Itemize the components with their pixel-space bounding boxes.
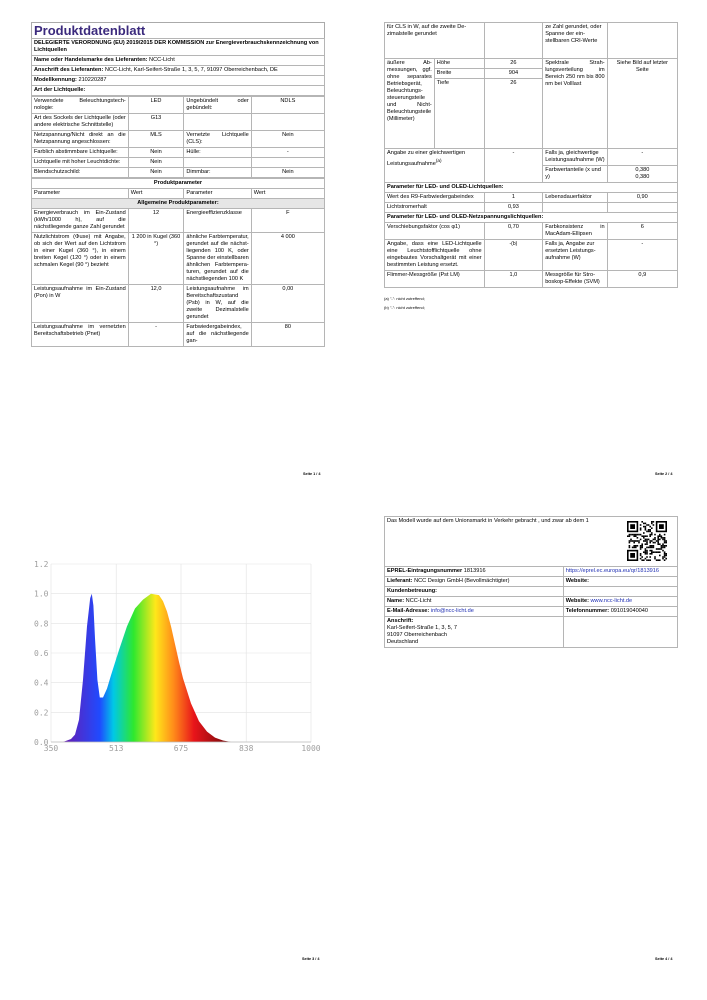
param-value: Nein	[251, 131, 324, 148]
product-params-heading: Produktparameter	[32, 179, 325, 189]
equiv-power-right-label: Falls ja, gleichwertige Leistungsaufnahme (W)	[543, 149, 607, 166]
supplier-name-label: Name oder Handelsmarke des Lieferanten:	[34, 57, 148, 63]
website-label: Website:	[565, 578, 589, 584]
param-row	[32, 285, 325, 323]
flicker-value: 1,0	[484, 271, 543, 288]
r9-value: 1	[484, 193, 543, 203]
col-value: Wert	[251, 189, 324, 199]
param-label: Leistungsaufnahme im Ein-Zustand (Pon) in W	[32, 285, 129, 323]
x-tick-label: 350	[43, 744, 59, 753]
cri-range-label: ze Zahl gerundet, oder Spanne der einstellbaren CRI-Werte	[543, 23, 607, 59]
x-tick-label: 1000	[301, 744, 321, 753]
supplier-label: Lieferant:	[387, 578, 413, 584]
param-value	[251, 114, 324, 131]
param-label: Vernetzte Lichtquelle (CLS):	[184, 131, 251, 148]
svm-label: Messgröße für Stroboskop-Effekte (SVM)	[543, 271, 607, 288]
page-number: Seite 2 / 4	[655, 472, 673, 476]
param-value: G13	[128, 114, 184, 131]
replacement-label: Angabe, dass eine LED-Lichtquelle eine Leuchtstofflichtquelle ohne eingebautes Vorschaltgerät mit einer bestimmten Leistung ersetzt.	[385, 240, 485, 271]
customer-service-label: Kundenbetreuung:	[387, 588, 438, 594]
cls-power-label: für CLS in W, auf die zweite Dezimalstelle gerundet	[385, 23, 485, 59]
supplier-info-table	[384, 516, 678, 648]
address-line: Deutschland	[387, 639, 419, 645]
col-parameter: Parameter	[32, 189, 129, 199]
light-type-table	[31, 96, 325, 178]
footnote-marker: (a)	[435, 158, 442, 163]
datasheet-table-header	[31, 38, 325, 96]
eprel-number: 1813916	[463, 568, 486, 574]
replacement-right-label: Falls ja, Angabe zur ersetzten Leistungsaufnahme (W)	[543, 240, 607, 271]
param-label: Farbwiedergabeindex, auf die nächstliegende gan-	[184, 323, 251, 347]
product-params-table	[31, 178, 325, 347]
spectrum-area	[63, 594, 231, 742]
regulation-text: DELEGIERTE VERORDNUNG (EU) 2019/2015 DER KOMMISSION zur Energieverbrauchskennzeichnung von Lichtquellen	[32, 39, 325, 56]
param-label: Lichtquelle mit hoher Leuchtdichte:	[32, 158, 129, 168]
website2-label: Website:	[565, 598, 589, 604]
market-placement-text: Das Modell wurde auf dem Unionsmarkt in Verkehr gebracht , und zwar ab dem 1	[387, 518, 589, 524]
spectral-label: Spektrale Strahlungsverteilung im Bereich 250 nm bis 800 nm bei Volllast	[543, 59, 607, 149]
replacement-value: -(b)	[484, 240, 543, 271]
y-tick-label: 0.2	[34, 708, 49, 718]
param-value: 1 200 in Kugel (360 °)	[128, 233, 184, 285]
param-value: MLS	[128, 131, 184, 148]
led-params-heading: Parameter für LED- und OLED-Lichtquellen:	[385, 183, 678, 193]
param-value: 4 000	[251, 233, 324, 285]
chroma-value: 0,380 0,380	[607, 166, 677, 183]
email-label: E-Mail-Adresse:	[387, 608, 430, 614]
param-value: -	[128, 323, 184, 347]
param-row	[32, 148, 325, 158]
param-value: 80	[251, 323, 324, 347]
footnote-a: (a) "-": nicht zutreffend;	[384, 296, 425, 301]
model-label: Modellkennung:	[34, 77, 77, 83]
lumen-maint-value: 0,93	[484, 203, 543, 213]
y-tick-label: 0.0	[34, 738, 49, 747]
address-line: 91097 Oberreichenbach	[387, 632, 448, 638]
datasheet-page-2	[384, 22, 678, 312]
param-label: Farblich abstimmbare Lichtquelle:	[32, 148, 129, 158]
supplier: NCC Design GmbH (Bevollmächtigter)	[414, 578, 510, 584]
y-tick-label: 1.0	[34, 589, 49, 599]
param-row	[32, 233, 325, 285]
general-params-heading: Allgemeine Produktparameter:	[32, 199, 325, 209]
param-row	[32, 209, 325, 233]
dim-name: Tiefe	[434, 79, 484, 149]
r9-label: Wert des R9-Farbwiedergabeindex	[385, 193, 485, 203]
email-link[interactable]: info@ncc-licht.de	[430, 608, 474, 614]
supplier-address: NCC-Licht, Karl-Seifert-Straße 1, 3, 5, 7, 91097 Oberreichenbach, DE	[104, 67, 278, 73]
mains-params-heading: Parameter für LED- und OLED-Netzspannungslichtquellen:	[385, 213, 678, 223]
spectrum-chart	[33, 558, 323, 756]
dim-name: Höhe	[434, 59, 484, 69]
param-value: F	[251, 209, 324, 233]
param-row	[32, 158, 325, 168]
param-value: 12,0	[128, 285, 184, 323]
param-value: Nein	[128, 148, 184, 158]
param-label: Art des Sockels der Lichtquelle (oder andere elektrische Schnittstelle)	[32, 114, 129, 131]
cosphi-label: Verschiebungsfaktor (cos φ1)	[385, 223, 485, 240]
spectral-value: Siehe Bild auf letzter Seite	[607, 59, 677, 149]
param-value: Nein	[128, 168, 184, 178]
col-parameter: Parameter	[184, 189, 251, 199]
param-row	[32, 97, 325, 114]
name-label: Name:	[387, 598, 405, 604]
lifetime-value: 0,90	[607, 193, 677, 203]
address-label: Anschrift:	[387, 618, 414, 624]
flicker-label: Flimmer-Messgröße (Pst LM)	[385, 271, 485, 288]
param-row	[32, 168, 325, 178]
param-label: Leistungsaufnahme im Bereitschaftszustand (Psb) in W, auf die zweite Dezimalstelle gerundet	[184, 285, 251, 323]
param-row	[32, 131, 325, 148]
website-link[interactable]: www.ncc-licht.de	[590, 598, 633, 604]
param-row	[32, 323, 325, 347]
param-label	[184, 114, 251, 131]
dim-value: 26	[484, 59, 543, 69]
param-label: Verwendete Beleuchtungstechnologie:	[32, 97, 129, 114]
supplier-name: NCC-Licht	[149, 57, 175, 63]
param-value: Nein	[128, 158, 184, 168]
page-number: Seite 1 / 4	[303, 472, 321, 476]
lumen-maint-label: Lichtstromerhalt	[385, 203, 485, 213]
param-label: Nutzlichtstrom (Φuse) mit Angabe, ob sich der Wert auf den Lichtstrom in einer Kugel (360 °), in einem breiten Kegel (120 °) oder in einem schmalen Kegel (90 °) bezieht	[32, 233, 129, 285]
model-number: 210220287	[78, 77, 107, 83]
chroma-label: Farbwertanteile (x und y)	[543, 166, 607, 183]
eprel-label: EPREL-Eintragungsnummer	[387, 568, 463, 574]
param-value: Nein	[251, 168, 324, 178]
dim-value: 904	[484, 69, 543, 79]
param-label: Ungebündelt oder gebündelt:	[184, 97, 251, 114]
datasheet-page-4	[384, 516, 678, 648]
eprel-link[interactable]: https://eprel.ec.europa.eu/qr/1813916	[565, 568, 660, 574]
param-value: -	[251, 148, 324, 158]
address-line: Karl-Seifert-Straße 1, 3, 5, 7	[387, 625, 457, 631]
param-label: ähnliche Farbtemperatur, gerundet auf die nächstliegenden 100 K, oder Spanne der einstellbaren ähnlichen Farbtemperaturen, gerundet auf die nächstliegenden 100 K	[184, 233, 251, 285]
page-title: Produktdatenblatt	[31, 22, 325, 38]
equiv-power-value: -	[484, 149, 543, 183]
param-value	[251, 158, 324, 168]
qr-code-icon	[627, 520, 667, 562]
y-tick-label: 0.4	[34, 678, 49, 688]
page-number: Seite 3 / 4	[302, 957, 320, 961]
address-label: Anschrift des Lieferanten:	[34, 67, 104, 73]
contact-name: NCC-Licht	[405, 598, 432, 604]
param-label: Energieeffizienzklasse	[184, 209, 251, 233]
phone-number: 091019040040	[610, 608, 649, 614]
param-label	[184, 158, 251, 168]
dim-name: Breite	[434, 69, 484, 79]
datasheet-page-1	[31, 22, 325, 347]
equiv-power-right-value: -	[607, 149, 677, 166]
footnote-b: (b) "-": nicht zutreffend;	[384, 305, 425, 310]
param-label: Blendschutzschild:	[32, 168, 129, 178]
svm-value: 0,9	[607, 271, 677, 288]
col-value: Wert	[128, 189, 184, 199]
param-value: 12	[128, 209, 184, 233]
dim-value: 26	[484, 79, 543, 149]
param-value: 0,00	[251, 285, 324, 323]
param-value: NDLS	[251, 97, 324, 114]
equiv-power-label: Angabe zu einer gleichwertigen Leistungsaufnahme	[387, 150, 466, 167]
cosphi-value: 0,70	[484, 223, 543, 240]
footnotes	[384, 294, 678, 312]
phone-label: Telefonnummer:	[565, 608, 610, 614]
param-label: Leistungsaufnahme im vernetzten Bereitschaftsbetrieb (Pnet)	[32, 323, 129, 347]
x-tick-label: 675	[173, 744, 189, 753]
macadam-label: Farbkonsistenz in MacAdam-Ellipsen	[543, 223, 607, 240]
lifetime-label: Lebensdauerfaktor	[543, 193, 607, 203]
y-tick-label: 1.2	[34, 560, 49, 569]
param-label: Hülle:	[184, 148, 251, 158]
dimensions-label: äußere Abmessungen, ggf. ohne separates Betriebsgerät, Beleuchtungssteuerungsteile und Nicht-Beleuchtungsteile (Millimeter)	[385, 59, 435, 149]
light-type-heading: Art der Lichtquelle:	[32, 86, 325, 96]
x-tick-label: 838	[238, 744, 254, 753]
y-tick-label: 0.8	[34, 619, 49, 629]
param-row	[32, 114, 325, 131]
replacement-right-value: -	[607, 240, 677, 271]
param-label: Netzspannung/Nicht direkt an die Netzspannung angeschlossen:	[32, 131, 129, 148]
macadam-value: 6	[607, 223, 677, 240]
params-continued-table	[384, 22, 678, 288]
param-label: Dimmbar:	[184, 168, 251, 178]
y-tick-label: 0.6	[34, 649, 49, 658]
param-label: Energieverbrauch im Ein-Zustand (kWh/1000 h), auf die nächstliegende ganze Zahl gerundet	[32, 209, 129, 233]
x-tick-label: 513	[108, 744, 124, 753]
page-number: Seite 4 / 4	[655, 957, 673, 961]
param-value: LED	[128, 97, 184, 114]
